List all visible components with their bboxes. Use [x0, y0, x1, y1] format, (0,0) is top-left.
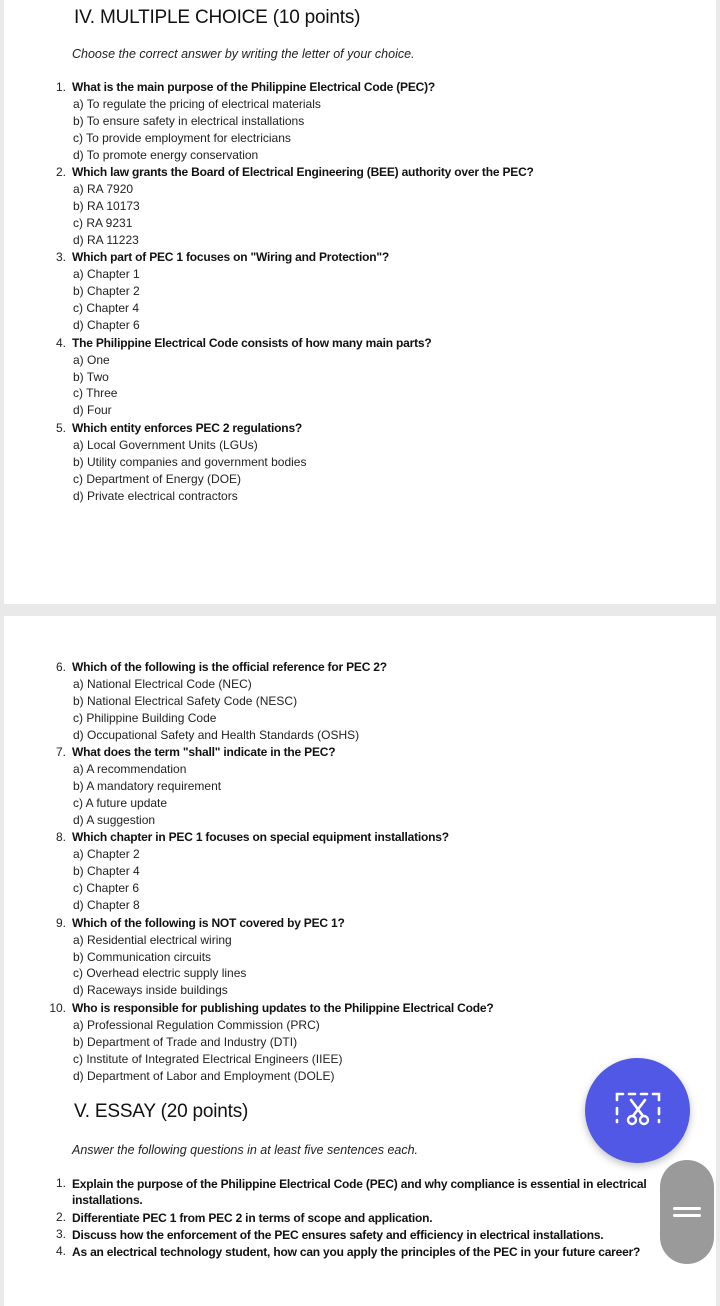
- essay-number: 1.: [55, 1176, 66, 1190]
- answer-option: a) RA 7920: [73, 182, 134, 197]
- answer-option: d) RA 11223: [73, 232, 139, 247]
- essay-question-text: Discuss how the enforcement of the PEC ensures safety and efficiency in electrical installations.: [72, 1228, 604, 1242]
- answer-option: b) Chapter 2: [73, 284, 140, 299]
- screenshot-button[interactable]: [585, 1058, 690, 1163]
- answer-option: d) A suggestion: [73, 812, 156, 827]
- answer-option: a) To regulate the pricing of electrical materials: [73, 97, 321, 111]
- answer-option: d) Private electrical contractors: [73, 488, 238, 503]
- answer-option: b) RA 10173: [73, 199, 140, 214]
- question-number: 7.: [55, 745, 66, 760]
- question-number: 9.: [55, 915, 66, 930]
- answer-option: a) Chapter 1: [73, 267, 140, 282]
- question-number: 5.: [55, 420, 66, 435]
- screenshot-cut-icon: [613, 1088, 663, 1133]
- document-page-2: [4, 616, 716, 1306]
- answer-option: c) To provide employment for electricians: [73, 130, 291, 145]
- answer-option: b) Chapter 4: [73, 864, 140, 879]
- question-number: 3.: [55, 250, 66, 265]
- question-text: Which of the following is the official reference for PEC 2?: [72, 660, 387, 674]
- answer-option: a) National Electrical Code (NEC): [73, 677, 252, 691]
- drag-handle-icon: [673, 1203, 701, 1221]
- essay-question-text: Explain the purpose of the Philippine Electrical Code (PEC) and why compliance is essential in electrical installations.: [72, 1177, 647, 1207]
- essay-number: 3.: [55, 1227, 66, 1241]
- question-text: Which of the following is NOT covered by PEC 1?: [72, 915, 345, 930]
- question-number: 4.: [55, 335, 66, 350]
- answer-option: c) Chapter 6: [73, 881, 140, 896]
- answer-option: d) To promote energy conservation: [73, 147, 259, 162]
- question-number: 8.: [55, 830, 66, 845]
- answer-option: c) Philippine Building Code: [73, 710, 217, 725]
- answer-option: b) A mandatory requirement: [73, 779, 222, 794]
- answer-option: c) A future update: [73, 796, 168, 810]
- section-heading-essay: V. ESSAY (20 points): [74, 1101, 249, 1122]
- question-text: What does the term "shall" indicate in the PEC?: [72, 745, 336, 760]
- question-text: What is the main purpose of the Philippine Electrical Code (PEC)?: [72, 80, 436, 94]
- answer-option: c) Overhead electric supply lines: [73, 966, 247, 981]
- answer-option: a) A recommendation: [73, 762, 187, 777]
- answer-option: c) Institute of Integrated Electrical Engineers (IIEE): [73, 1051, 343, 1066]
- answer-option: a) Local Government Units (LGUs): [73, 437, 258, 452]
- answer-option: d) Chapter 6: [73, 318, 140, 333]
- answer-option: b) To ensure safety in electrical installations: [73, 113, 305, 128]
- answer-option: b) Two: [73, 369, 109, 384]
- essay-number: 4.: [55, 1244, 66, 1258]
- answer-option: d) Raceways inside buildings: [73, 983, 228, 998]
- question-number: 1.: [55, 80, 66, 94]
- answer-option: c) Three: [73, 386, 118, 401]
- document-page-1: [4, 0, 716, 604]
- question-text: Which part of PEC 1 focuses on "Wiring and Protection"?: [72, 250, 389, 265]
- question-text: Which entity enforces PEC 2 regulations?: [72, 420, 303, 435]
- answer-option: a) One: [73, 352, 110, 367]
- answer-option: a) Chapter 2: [73, 847, 140, 862]
- answer-option: d) Department of Labor and Employment (DOLE): [73, 1068, 335, 1083]
- answer-option: c) Chapter 4: [73, 301, 140, 316]
- question-text: The Philippine Electrical Code consists of how many main parts?: [72, 335, 432, 350]
- answer-option: b) Department of Trade and Industry (DTI): [73, 1034, 298, 1049]
- answer-option: b) Utility companies and government bodies: [73, 454, 307, 469]
- question-number: 2.: [55, 165, 66, 180]
- question-text: Which law grants the Board of Electrical Engineering (BEE) authority over the PEC?: [72, 165, 534, 180]
- section-heading-multiple-choice: IV. MULTIPLE CHOICE (10 points): [74, 7, 361, 28]
- answer-option: b) Communication circuits: [73, 949, 212, 964]
- answer-option: a) Professional Regulation Commission (PRC): [73, 1017, 320, 1032]
- answer-option: c) RA 9231: [73, 216, 133, 230]
- answer-option: b) National Electrical Safety Code (NESC): [73, 693, 298, 708]
- essay-question-text: As an electrical technology student, how can you apply the principles of the PEC in your future career?: [72, 1245, 641, 1259]
- answer-option: d) Chapter 8: [73, 898, 140, 913]
- essay-question-text: Differentiate PEC 1 from PEC 2 in terms of scope and application.: [72, 1211, 433, 1225]
- question-number: 6.: [55, 660, 66, 674]
- side-drag-handle[interactable]: [660, 1160, 714, 1264]
- question-text: Who is responsible for publishing updates to the Philippine Electrical Code?: [72, 1000, 494, 1015]
- answer-option: a) Residential electrical wiring: [73, 932, 232, 947]
- answer-option: c) Department of Energy (DOE): [73, 471, 242, 486]
- answer-option: d) Four: [73, 403, 112, 418]
- essay-number: 2.: [55, 1210, 66, 1224]
- answer-option: d) Occupational Safety and Health Standards (OSHS): [73, 727, 360, 742]
- section-instruction: Answer the following questions in at least five sentences each.: [72, 1143, 419, 1157]
- question-text: Which chapter in PEC 1 focuses on special equipment installations?: [72, 830, 449, 845]
- section-instruction: Choose the correct answer by writing the letter of your choice.: [72, 47, 415, 61]
- question-number: 10.: [49, 1000, 66, 1015]
